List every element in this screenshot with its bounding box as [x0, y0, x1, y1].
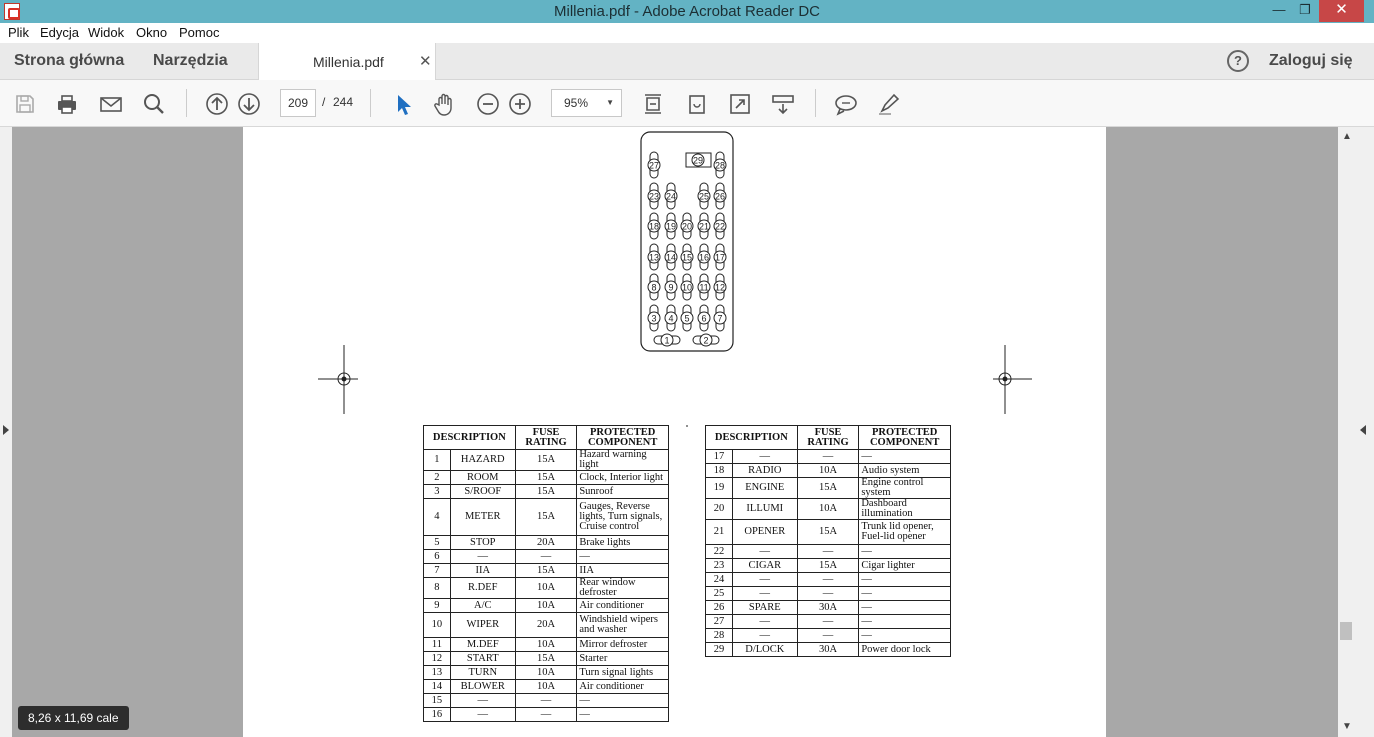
fuse-label: 16	[698, 252, 710, 263]
column-header-description: DESCRIPTION	[424, 426, 516, 450]
table-row	[706, 615, 951, 629]
fuse-rating: —	[797, 615, 859, 629]
menu-bar	[0, 23, 1374, 43]
search-icon[interactable]	[141, 91, 167, 117]
fuse-rating: 10A	[515, 578, 577, 599]
fuse-label: 29	[692, 155, 704, 166]
protected-component: Sunroof	[577, 485, 669, 499]
page-total: 244	[333, 95, 354, 109]
fuse-description: —	[450, 550, 515, 564]
fuse-label: 19	[665, 221, 677, 232]
fuse-number: 25	[706, 587, 733, 601]
fuse-description: —	[732, 629, 797, 643]
table-row	[424, 499, 669, 536]
fuse-number: 28	[706, 629, 733, 643]
table-row	[706, 478, 951, 499]
hand-tool-icon[interactable]	[432, 91, 458, 117]
select-cursor-icon[interactable]	[390, 91, 416, 117]
protected-component: Turn signal lights	[577, 666, 669, 680]
nav-bar	[0, 43, 1374, 80]
fuse-label: 8	[651, 282, 657, 293]
protected-component: Air conditioner	[577, 680, 669, 694]
table-row	[706, 587, 951, 601]
fuse-number: 13	[424, 666, 451, 680]
toolbar-divider	[815, 89, 816, 117]
fuse-number: 16	[424, 708, 451, 722]
fuse-description: TURN	[450, 666, 515, 680]
fuse-description: BLOWER	[450, 680, 515, 694]
fuse-number: 23	[706, 559, 733, 573]
table-row	[424, 485, 669, 499]
fuse-description: ENGINE	[732, 478, 797, 499]
close-window-button[interactable]: ✕	[1319, 0, 1364, 22]
fuse-label: 28	[714, 160, 726, 171]
fuse-label: 20	[681, 221, 693, 232]
fuse-box-diagram	[243, 127, 1106, 427]
fuse-description: A/C	[450, 599, 515, 613]
table-row	[424, 550, 669, 564]
protected-component: Trunk lid opener, Fuel-lid opener	[859, 520, 951, 545]
fuse-description: ILLUMI	[732, 499, 797, 520]
fuse-description: R.DEF	[450, 578, 515, 599]
right-panel-toggle[interactable]	[1354, 127, 1374, 737]
expand-right-panel-icon[interactable]	[1360, 425, 1366, 435]
scrollbar-thumb[interactable]	[1340, 622, 1352, 640]
fuse-label: 9	[668, 282, 674, 293]
fuse-slot-14	[665, 244, 677, 270]
fuse-slot-9	[665, 274, 677, 300]
table-row	[706, 559, 951, 573]
registration-mark-left	[318, 345, 358, 414]
fuse-description: M.DEF	[450, 638, 515, 652]
fuse-slot-20	[681, 213, 693, 239]
page-size-tooltip: 8,26 x 11,69 cale	[18, 706, 129, 730]
table-row	[706, 643, 951, 657]
fuse-slot-24	[665, 183, 677, 209]
protected-component: Gauges, Reverse lights, Turn signals, Cruise control	[577, 499, 669, 536]
table-row	[706, 545, 951, 559]
fuse-rating: 10A	[797, 499, 859, 520]
fuse-slot-6	[698, 305, 710, 331]
fuse-label: 14	[665, 252, 677, 263]
vertical-scrollbar[interactable]	[1338, 127, 1354, 737]
fuse-label: 4	[668, 313, 674, 324]
fuse-slot-3	[648, 305, 660, 331]
left-panel-toggle[interactable]	[0, 127, 12, 737]
table-row	[424, 613, 669, 638]
table-row	[706, 629, 951, 643]
protected-component: IIA	[577, 564, 669, 578]
table-row	[706, 464, 951, 478]
fuse-rating: —	[797, 450, 859, 464]
fuse-number: 5	[424, 536, 451, 550]
fuse-slot-15	[681, 244, 693, 270]
fuse-description: IIA	[450, 564, 515, 578]
fuse-number: 26	[706, 601, 733, 615]
fuse-description: CIGAR	[732, 559, 797, 573]
protected-component: —	[859, 629, 951, 643]
fuse-slot-16	[698, 244, 710, 270]
protected-component: —	[577, 550, 669, 564]
column-header-description: DESCRIPTION	[706, 426, 798, 450]
protected-component: Dashboard illumination	[859, 499, 951, 520]
protected-component: Hazard warning light	[577, 450, 669, 471]
fuse-rating: 10A	[515, 680, 577, 694]
fuse-description: RADIO	[732, 464, 797, 478]
fuse-number: 1	[424, 450, 451, 471]
fuse-rating: —	[515, 550, 577, 564]
fuse-table-right	[705, 425, 951, 657]
fuse-number: 4	[424, 499, 451, 536]
fuse-description: —	[732, 450, 797, 464]
fuse-description: —	[450, 694, 515, 708]
protected-component: —	[577, 694, 669, 708]
protected-component: Cigar lighter	[859, 559, 951, 573]
table-row	[706, 450, 951, 464]
toolbar-divider	[370, 89, 371, 117]
fuse-label: 25	[698, 191, 710, 202]
protected-component: Windshield wipers and washer	[577, 613, 669, 638]
fuse-slot-17	[714, 244, 726, 270]
fuse-slot-27	[648, 152, 660, 178]
fuse-number: 18	[706, 464, 733, 478]
protected-component: Rear window defroster	[577, 578, 669, 599]
document-tab-label: Millenia.pdf	[313, 54, 384, 70]
fuse-rating: 15A	[515, 652, 577, 666]
fuse-slot-19	[665, 213, 677, 239]
fuse-slot-26	[714, 183, 726, 209]
fuse-rating: 15A	[797, 478, 859, 499]
rotate-page-icon[interactable]	[684, 91, 710, 117]
fuse-slot-29	[686, 153, 711, 167]
fuse-label: 26	[714, 191, 726, 202]
fuse-label: 13	[648, 252, 660, 263]
fuse-slot-11	[698, 274, 710, 300]
fuse-number: 19	[706, 478, 733, 499]
fuse-slot-8	[648, 274, 660, 300]
fuse-label: 15	[681, 252, 693, 263]
fuse-rating: 15A	[515, 485, 577, 499]
page-separator: /	[322, 95, 326, 109]
fuse-description: WIPER	[450, 613, 515, 638]
protected-component: —	[859, 545, 951, 559]
fuse-number: 8	[424, 578, 451, 599]
full-screen-icon[interactable]	[727, 91, 753, 117]
fuse-number: 21	[706, 520, 733, 545]
fuse-label: 12	[714, 282, 726, 293]
fuse-number: 29	[706, 643, 733, 657]
table-row	[424, 450, 669, 471]
window-title: Millenia.pdf - Adobe Acrobat Reader DC	[554, 3, 820, 20]
pdf-page	[243, 127, 1106, 737]
fuse-rating: 15A	[797, 520, 859, 545]
fuse-description: —	[732, 545, 797, 559]
fuse-number: 22	[706, 545, 733, 559]
fuse-label: 11	[699, 282, 709, 293]
help-icon[interactable]: ?	[1227, 50, 1249, 72]
table-row	[424, 680, 669, 694]
fuse-rating: 10A	[515, 638, 577, 652]
fuse-description: ROOM	[450, 471, 515, 485]
zoom-in-icon[interactable]	[507, 91, 533, 117]
table-row	[424, 536, 669, 550]
protected-component: —	[859, 450, 951, 464]
protected-component: —	[859, 615, 951, 629]
fuse-label: 7	[717, 313, 723, 324]
fuse-description: START	[450, 652, 515, 666]
table-row	[706, 573, 951, 587]
fuse-rating: —	[797, 587, 859, 601]
fuse-number: 17	[706, 450, 733, 464]
table-row	[706, 520, 951, 545]
fuse-slot-23	[648, 183, 660, 209]
maximize-button[interactable]: ❐	[1299, 2, 1311, 17]
fuse-rating: 20A	[515, 613, 577, 638]
highlight-pen-icon[interactable]	[876, 91, 902, 117]
tools-tab[interactable]: Narzędzia	[153, 52, 228, 69]
title-bar	[0, 0, 1374, 23]
fuse-rating: 15A	[797, 559, 859, 573]
fuse-rating: 15A	[515, 564, 577, 578]
zoom-level-value: 95%	[564, 96, 589, 110]
fuse-slot-2	[693, 334, 719, 346]
email-icon[interactable]	[98, 91, 124, 117]
fuse-label: 6	[701, 313, 707, 324]
fuse-description: METER	[450, 499, 515, 536]
fuse-label: 17	[714, 252, 726, 263]
zoom-out-icon[interactable]	[475, 91, 501, 117]
fuse-description: S/ROOF	[450, 485, 515, 499]
chevron-down-icon: ▼	[606, 98, 614, 107]
scroll-up-icon[interactable]: ▲	[1342, 131, 1352, 142]
table-row	[424, 694, 669, 708]
fuse-table-left	[423, 425, 669, 722]
fuse-slot-5	[681, 305, 693, 331]
fuse-number: 7	[424, 564, 451, 578]
fuse-slot-1	[654, 334, 680, 346]
fuse-description: —	[732, 615, 797, 629]
fuse-rating: 15A	[515, 471, 577, 485]
protected-component: —	[859, 601, 951, 615]
fuse-rating: 15A	[515, 499, 577, 536]
scroll-mode-icon[interactable]	[770, 91, 796, 117]
table-row	[706, 601, 951, 615]
expand-left-panel-icon[interactable]	[3, 425, 9, 435]
fuse-rating: 10A	[515, 666, 577, 680]
fuse-label: 2	[703, 335, 709, 346]
table-row	[424, 708, 669, 722]
fuse-rating: —	[797, 545, 859, 559]
fit-page-icon[interactable]	[640, 91, 666, 117]
table-row	[424, 599, 669, 613]
fuse-slot-25	[698, 183, 710, 209]
toolbar-divider	[186, 89, 187, 117]
fuse-rating: —	[515, 694, 577, 708]
fuse-slot-18	[648, 213, 660, 239]
fuse-number: 9	[424, 599, 451, 613]
toolbar	[0, 80, 1374, 127]
fuse-rating: 10A	[797, 464, 859, 478]
comment-icon[interactable]	[833, 91, 859, 117]
fuse-number: 14	[424, 680, 451, 694]
table-row	[706, 499, 951, 520]
fuse-number: 2	[424, 471, 451, 485]
menu-view[interactable]: Widok	[88, 25, 125, 40]
fuse-label: 3	[651, 313, 657, 324]
fuse-number: 6	[424, 550, 451, 564]
fuse-label: 22	[714, 221, 726, 232]
menu-file[interactable]: Plik	[8, 25, 29, 40]
fuse-label: 23	[648, 191, 660, 202]
close-tab-icon[interactable]: ✕	[419, 53, 432, 70]
fuse-number: 15	[424, 694, 451, 708]
fuse-rating: 15A	[515, 450, 577, 471]
zoom-level-select[interactable]	[551, 89, 622, 117]
column-header-rating: FUSE RATING	[515, 426, 577, 450]
fuse-number: 3	[424, 485, 451, 499]
fuse-slot-28	[714, 152, 726, 178]
protected-component: Clock, Interior light	[577, 471, 669, 485]
table-row	[424, 652, 669, 666]
fuse-description: STOP	[450, 536, 515, 550]
table-row	[424, 666, 669, 680]
fuse-description: HAZARD	[450, 450, 515, 471]
minimize-button[interactable]: —	[1272, 2, 1286, 17]
fuse-label: 10	[681, 282, 693, 293]
fuse-rating: —	[797, 573, 859, 587]
table-row	[424, 564, 669, 578]
protected-component: Brake lights	[577, 536, 669, 550]
protected-component: Air conditioner	[577, 599, 669, 613]
scroll-down-icon[interactable]: ▼	[1342, 721, 1352, 732]
fuse-label: 24	[665, 191, 677, 202]
fuse-slot-22	[714, 213, 726, 239]
table-row	[424, 471, 669, 485]
fuse-number: 24	[706, 573, 733, 587]
document-viewport[interactable]	[0, 127, 1374, 737]
fuse-label: 27	[648, 160, 660, 171]
protected-component: Audio system	[859, 464, 951, 478]
fuse-slot-12	[714, 274, 726, 300]
fuse-slot-10	[681, 274, 693, 300]
table-row	[424, 638, 669, 652]
print-icon[interactable]	[54, 91, 80, 117]
protected-component: Mirror defroster	[577, 638, 669, 652]
fuse-description: —	[450, 708, 515, 722]
fuse-rating: 20A	[515, 536, 577, 550]
menu-edit[interactable]: Edycja	[40, 25, 80, 40]
fuse-label: 21	[698, 221, 710, 232]
fuse-description: —	[732, 587, 797, 601]
fuse-slot-7	[714, 305, 726, 331]
save-icon[interactable]	[12, 91, 38, 117]
fuse-slot-21	[698, 213, 710, 239]
document-tab[interactable]	[258, 43, 436, 80]
fuse-number: 20	[706, 499, 733, 520]
fuse-slot-13	[648, 244, 660, 270]
protected-component: Starter	[577, 652, 669, 666]
fuse-rating: —	[515, 708, 577, 722]
fuse-rating: —	[797, 629, 859, 643]
fuse-number: 10	[424, 613, 451, 638]
fuse-number: 27	[706, 615, 733, 629]
column-header-component: PROTECTED COMPONENT	[859, 426, 951, 450]
fuse-slot-4	[665, 305, 677, 331]
menu-help[interactable]: Pomoc	[179, 25, 220, 40]
protected-component: Power door lock	[859, 643, 951, 657]
fuse-description: OPENER	[732, 520, 797, 545]
table-row	[424, 578, 669, 599]
fuse-label: 1	[664, 335, 670, 346]
previous-page-icon[interactable]	[204, 91, 230, 117]
fuse-description: D/LOCK	[732, 643, 797, 657]
menu-window[interactable]: Okno	[136, 25, 168, 40]
protected-component: Engine control system	[859, 478, 951, 499]
protected-component: —	[577, 708, 669, 722]
next-page-icon[interactable]	[236, 91, 262, 117]
home-tab[interactable]: Strona główna	[14, 52, 125, 69]
page-number-input[interactable]: 209	[280, 89, 316, 117]
fuse-label: 18	[648, 221, 660, 232]
fuse-number: 12	[424, 652, 451, 666]
fuse-rating: 30A	[797, 643, 859, 657]
protected-component: —	[859, 587, 951, 601]
fuse-rating: 30A	[797, 601, 859, 615]
fuse-description: SPARE	[732, 601, 797, 615]
column-header-component: PROTECTED COMPONENT	[577, 426, 669, 450]
protected-component: —	[859, 573, 951, 587]
fuse-number: 11	[424, 638, 451, 652]
fuse-rating: 10A	[515, 599, 577, 613]
registration-mark-right	[993, 345, 1032, 414]
column-header-rating: FUSE RATING	[797, 426, 859, 450]
sign-in-link[interactable]: Zaloguj się	[1269, 52, 1353, 69]
fuse-description: —	[732, 573, 797, 587]
fuse-label: 5	[684, 313, 690, 324]
